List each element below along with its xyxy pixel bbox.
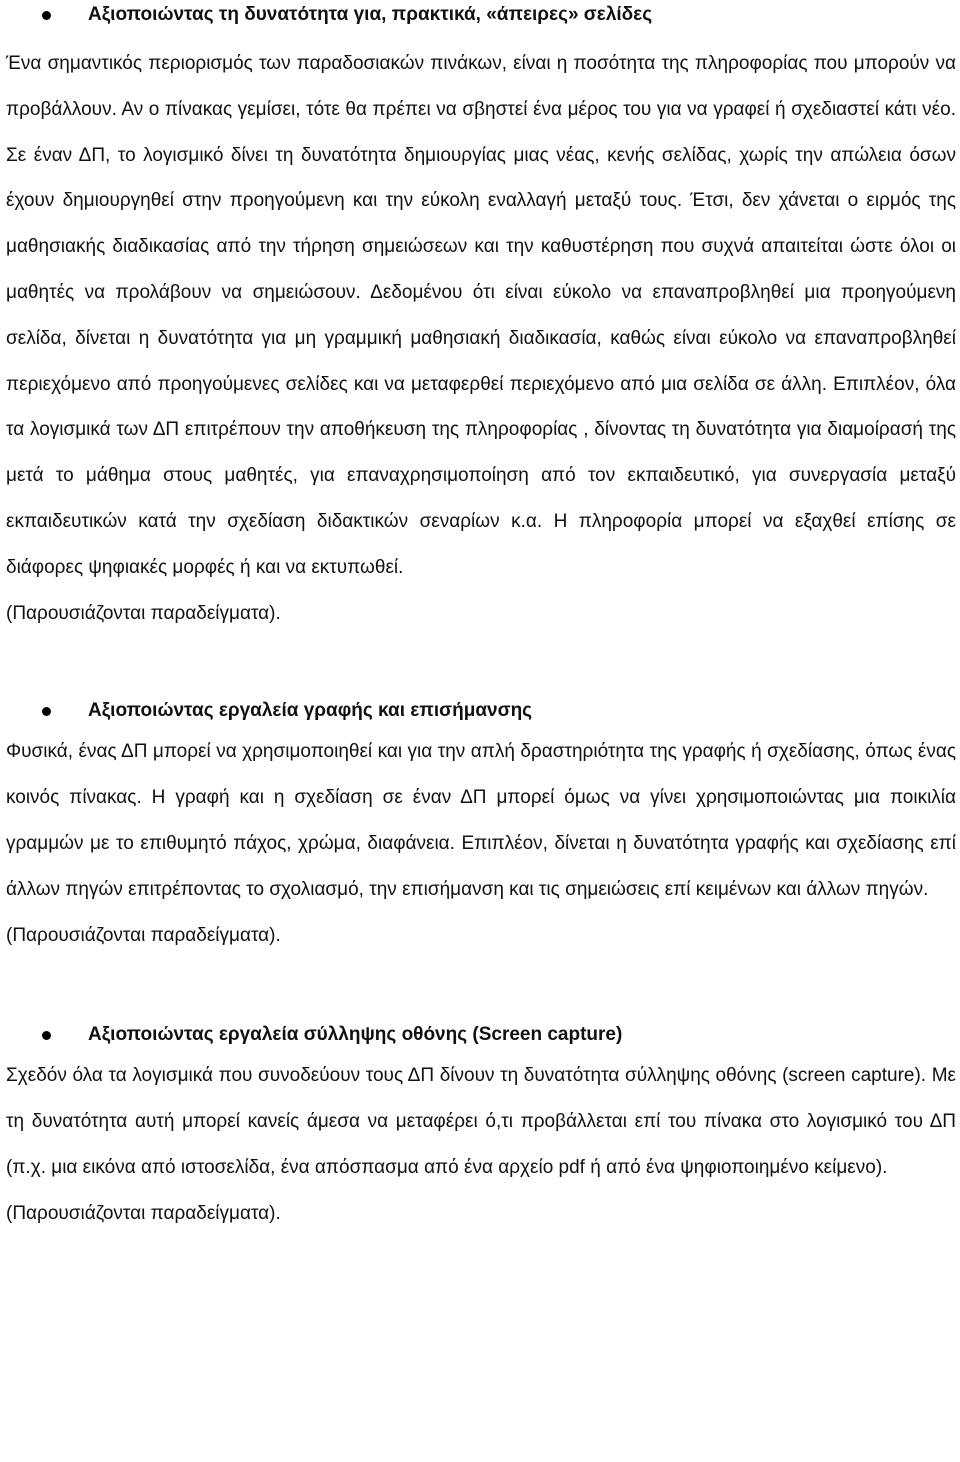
section-paragraph: Σχεδόν όλα τα λογισμικά που συνοδεύουν τους ΔΠ δίνουν τη δυνατότητα σύλληψης οθόνης (screen capture). Με τη δυνατότητα αυτή μπορεί κανείς άμεσα να μεταφέρει ό,τι προβάλλεται επί του πίνακα στο λογισμικό του ΔΠ (π.χ. μια εικόνα από ιστοσελίδα, ένα απόσπασμα από ένα αρχείο pdf ή από ένα ψηφιοποιημένο κείμενο). bbox=[6, 1065, 956, 1178]
examples-note: (Παρουσιάζονται παραδείγματα). bbox=[6, 924, 281, 946]
document-page bbox=[6, 0, 956, 1237]
heading-text: Αξιοποιώντας εργαλεία σύλληψης οθόνης (Screen capture) bbox=[88, 1024, 623, 1046]
section-heading bbox=[6, 0, 956, 30]
section-heading bbox=[6, 696, 956, 726]
section-screen-capture bbox=[6, 1020, 956, 1236]
bullet-icon bbox=[42, 11, 51, 20]
examples-note: (Παρουσιάζονται παραδείγματα). bbox=[6, 1202, 281, 1224]
section-writing-tools bbox=[6, 696, 956, 958]
bullet-icon bbox=[42, 1031, 51, 1040]
section-paragraph: Ένα σημαντικός περιορισμός των παραδοσιακών πινάκων, είναι η ποσότητα της πληροφορίας που μπορούν να προβάλλουν. Αν ο πίνακας γεμίσει, τότε θα πρέπει να σβηστεί ένα μέρος του για να γραφεί ή σχεδιαστεί κάτι νέο. Σε έναν ΔΠ, το λογισμικό δίνει τη δυνατότητα δημιουργίας μιας νέας, κενής σελίδας, χωρίς την απώλεια όσων έχουν δημιουργηθεί στην προηγούμενη και την εύκολη εναλλαγή μεταξύ τους. Έτσι, δεν χάνεται ο ειρμός της μαθησιακής διαδικασίας από την τήρηση σημειώσεων και την καθυστέρηση που συχνά απαιτείται ώστε όλοι οι μαθητές να προλάβουν να σημειώσουν. Δεδομένου ότι είναι εύκολο να επαναπροβληθεί μια προηγούμενη σελίδα, δίνεται η δυνατότητα για μη γραμμική μαθησιακή διαδικασία, καθώς είναι εύκολο να επαναπροβληθεί περιεχόμενο από προηγούμενες σελίδες και να μεταφερθεί περιεχόμενο από μια σελίδα σε άλλη. Επιπλέον, όλα τα λογισμικά των ΔΠ επιτρέπουν την αποθήκευση της πληροφορίας , δίνοντας τη δυνατότητα για διαμοίρασή της μετά το μάθημα στους μαθητές, για επαναχρησιμοποίηση από τον εκπαιδευτικό, για συνεργασία μεταξύ εκπαιδευτικών κατά την σχεδίαση διδακτικών σεναρίων κ.α. Η πληροφορία μπορεί να εξαχθεί επίσης σε διάφορες ψηφιακές μορφές ή και να εκτυπωθεί. bbox=[6, 53, 956, 578]
section-paragraph: Φυσικά, ένας ΔΠ μπορεί να χρησιμοποιηθεί και για την απλή δραστηριότητα της γραφής ή σχεδίασης, όπως ένας κοινός πίνακας. Η γραφή και η σχεδίαση σε έναν ΔΠ μπορεί όμως να γίνει χρησιμοποιώντας μια ποικιλία γραμμών με το επιθυμητό πάχος, χρώμα, διαφάνεια. Επιπλέον, δίνεται η δυνατότητα γραφής και σχεδίασης επί άλλων πηγών επιτρέποντας το σχολιασμό, την επισήμανση και τις σημειώσεις επί κειμένων και άλλων πηγών. bbox=[6, 741, 956, 900]
heading-text: Αξιοποιώντας εργαλεία γραφής και επισήμανσης bbox=[88, 700, 533, 722]
section-infinite-pages bbox=[6, 0, 956, 636]
section-heading bbox=[6, 1020, 956, 1050]
examples-note: (Παρουσιάζονται παραδείγματα). bbox=[6, 602, 281, 624]
bullet-icon bbox=[42, 707, 51, 716]
heading-text: Αξιοποιώντας τη δυνατότητα για, πρακτικά, «άπειρες» σελίδες bbox=[88, 4, 653, 25]
